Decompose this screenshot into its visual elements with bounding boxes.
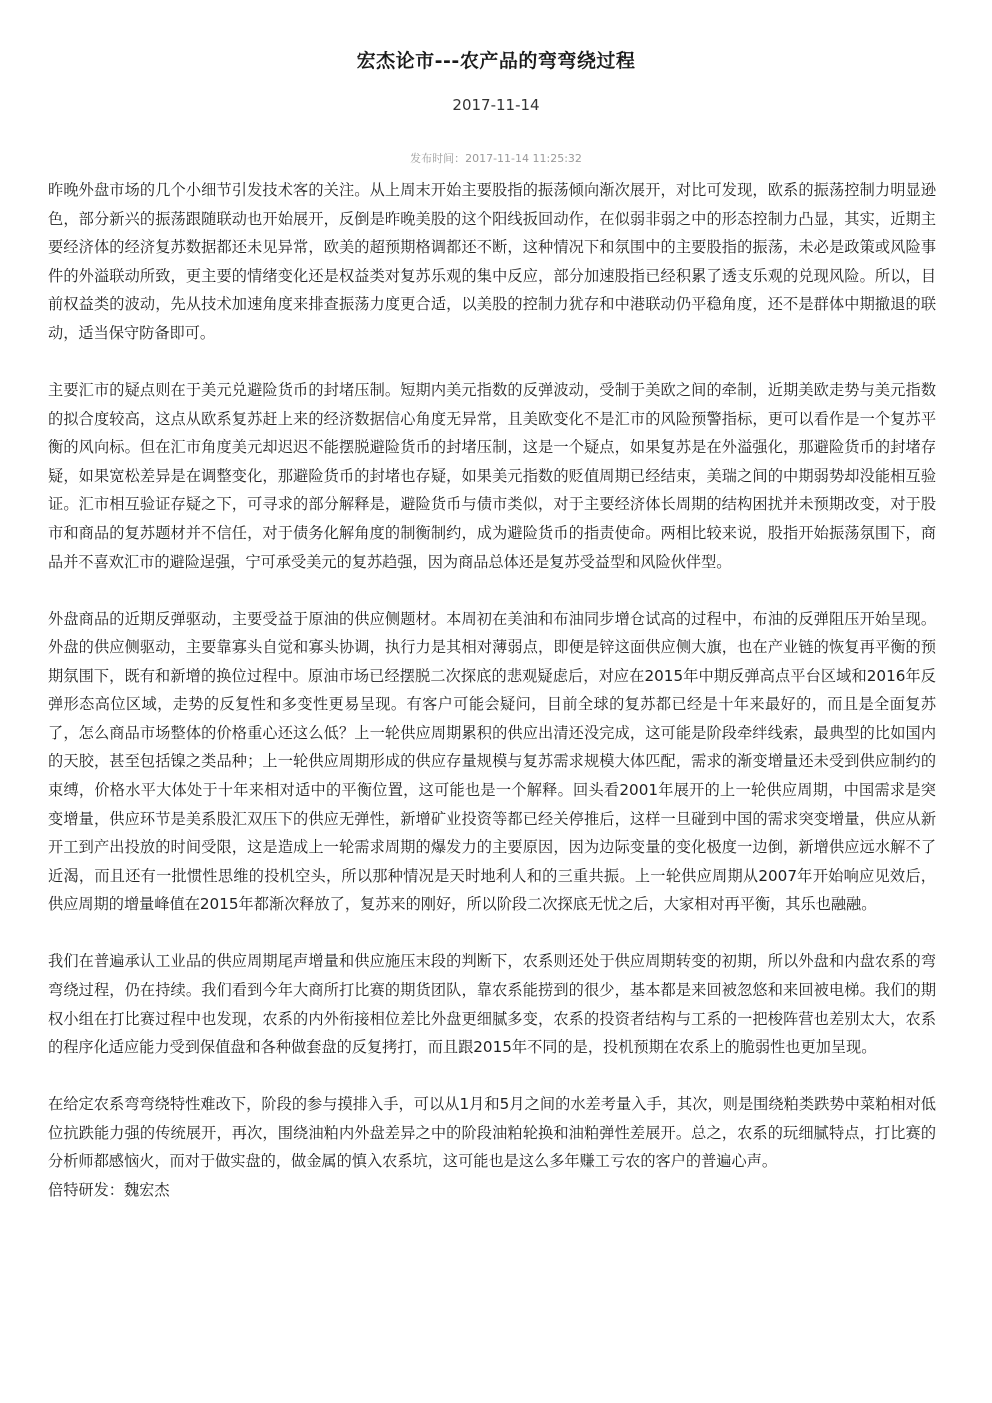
article-date: 2017-11-14 xyxy=(452,96,540,114)
paragraph: 主要汇市的疑点则在于美元兑避险货币的封堵压制。短期内美元指数的反弹波动，受制于美欧之间的牵制，近期美欧走势与美元指数的拟合度较高，这点从欧系复苏赶上来的经济数据信心角度无异常，且美欧变化不是汇市的风险预警指标，更可以看作是一个复苏平衡的风向标。但在汇市角度美元却迟迟不能摆脱避险货币的封堵压制，这是一个疑点，如果复苏是在外溢强化，那避险货币的封堵存疑，如果宽松差异是在调整变化，那避险货币的封堵也存疑，如果美元指数的贬值周期已经结束，美瑞之间的中期弱势却没能相互验证。汇市相互验证存疑之下，可寻求的部分解释是，避险货币与债市类似，对于主要经济体长周期的结构困扰并未预期改变，对于股市和商品的复苏题材并不信任，对于债务化解角度的制衡制约，成为避险货币的指责使命。两相比较来说，股指开始振荡氛围下，商品并不喜欢汇市的避险逞强，宁可承受美元的复苏趋强，因为商品总体还是复苏受益型和风险伙伴型。 xyxy=(48,380,936,571)
paragraph: 在给定农系弯弯绕特性难改下，阶段的参与摸排入手，可以从1月和5月之间的水差考量入手，其次，则是围绕粕类跌势中菜粕相对低位抗跌能力强的传统展开，再次，围绕油粕内外盘差异之中的阶段油粕轮换和油粕弹性差展开。总之，农系的玩细腻特点，打比赛的分析师都感恼火，而对于做实盘的，做金属的慎入农系坑，这可能也是这么多年赚工亏农的客户的普遍心声。 xyxy=(48,1095,936,1171)
paragraph: 我们在普遍承认工业品的供应周期尾声增量和供应施压末段的判断下，农系则还处于供应周期转变的初期，所以外盘和内盘农系的弯弯绕过程，仍在持续。我们看到今年大商所打比赛的期货团队，靠农系能捞到的很少，基本都是来回被忽悠和来回被电梯。我们的期权小组在打比赛过程中也发现，农系的内外衔接相位差比外盘更细腻多变，农系的投资者结构与工系的一把梭阵营也差别太大，农系的程序化适应能力受到保值盘和各种做套盘的反复拷打，而且跟2015年不同的是，投机预期在农系上的脆弱性也更加呈现。 xyxy=(48,952,936,1057)
paragraph: 昨晚外盘市场的几个小细节引发技术客的关注。从上周末开始主要股指的振荡倾向渐次展开，对比可发现，欧系的振荡控制力明显逊色，部分新兴的振荡跟随联动也开始展开，反倒是昨晚美股的这个阳线扳回动作，在似弱非弱之中的形态控制力凸显，其实，近期主要经济体的经济复苏数据都还未见异常，欧美的超预期格调都还不断，这种情况下和氛围中的主要股指的振荡，未必是政策或风险事件的外溢联动所致，更主要的情绪变化还是权益类对复苏乐观的集中反应，部分加速股指已经积累了透支乐观的兑现风险。所以，目前权益类的波动，先从技术加速角度来排查振荡力度更合适，以美股的控制力犹存和中港联动仍平稳角度，还不是群体中期撤退的联动，适当保守防备即可。 xyxy=(48,181,936,342)
paragraph: 外盘商品的近期反弹驱动，主要受益于原油的供应侧题材。本周初在美油和布油同步增仓试高的过程中，布油的反弹阻压开始呈现。外盘的供应侧驱动，主要靠寡头自觉和寡头协调，执行力是其相对薄弱点，即便是锌这面供应侧大旗，也在产业链的恢复再平衡的预期氛围下，既有和新增的换位过程中。原油市场已经摆脱二次探底的悲观疑虑后，对应在2015年中期反弹高点平台区域和2016年反弹形态高位区域，走势的反复性和多变性更易呈现。有客户可能会疑问，目前全球的复苏都已经是十年来最好的，而且是全面复苏了，怎么商品市场整体的价格重心还这么低？上一轮供应周期累积的供应出清还没完成，这可能是阶段牵绊线索，最典型的比如国内的天胶，甚至包括镍之类品种；上一轮供应周期形成的供应存量规模与复苏需求规模大体匹配，需求的渐变增量还未受到供应制约的束缚，价格水平大体处于十年来相对适中的平衡位置，这可能也是一个解释。回头看2001年展开的上一轮供应周期，中国需求是突变增量，供应环节是美系股汇双压下的供应无弹性，新增矿业投资等都已经关停推后，这样一旦碰到中国的需求突变增量，供应从新开工到产出投放的时间受限，这是造成上一轮需求周期的爆发力的主要原因，因为边际变量的变化极度一边倒，新增供应远水解不了近渴，而且还有一批惯性思维的投机空头，所以那种情况是天时地利人和的三重共振。上一轮供应周期从2007年开始响应见效后，供应周期的增量峰值在2015年都渐次释放了，复苏来的刚好，所以阶段二次探底无忧之后，大家相对再平衡，其乐也融融。 xyxy=(48,609,936,914)
article-body xyxy=(48,176,936,1233)
author-signature: 倍特研发：魏宏杰 xyxy=(48,1180,170,1199)
article-title: 宏杰论市---农产品的弯弯绕过程 xyxy=(356,50,636,72)
publish-time: 发布时间：2017-11-14 11:25:32 xyxy=(410,152,582,165)
